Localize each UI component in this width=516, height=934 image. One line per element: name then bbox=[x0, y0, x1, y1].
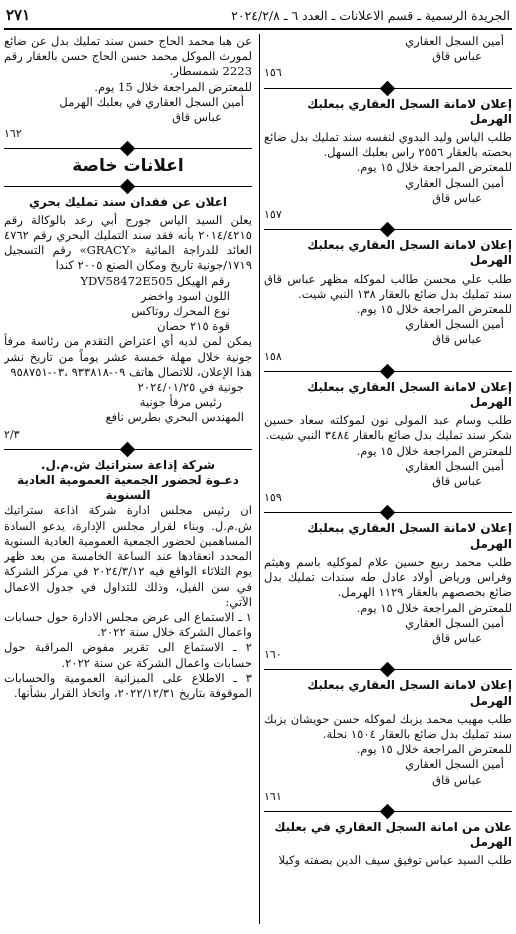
date-line: جونية في ٢٠٢٤/٠١/٢٥ bbox=[137, 380, 244, 395]
section-title: اعلانات خاصة bbox=[72, 156, 184, 177]
left-column bbox=[4, 34, 252, 934]
separator bbox=[264, 507, 512, 517]
company-name: شركة إذاعة ستراتيك ش.م.ل. bbox=[40, 457, 216, 472]
signature-name: المهندس البحري بطرس نافع bbox=[105, 410, 244, 425]
signature-name: عباس قاق bbox=[432, 332, 482, 347]
company-notice bbox=[4, 458, 252, 701]
separator bbox=[264, 366, 512, 376]
notice-number: ١٦٢ bbox=[4, 127, 22, 141]
right-column bbox=[264, 34, 512, 934]
separator bbox=[264, 83, 512, 93]
notice-title: إعلان لامانة السجل العقاري ببعلبك الهرمل bbox=[307, 678, 512, 708]
notice-title: إعلان لامانة السجل العقاري ببعلبك الهرمل bbox=[307, 238, 512, 268]
boat-color: اللون اسود واخضر bbox=[141, 288, 230, 303]
signature-title: أمين السجل العقاري bbox=[405, 757, 504, 772]
signature-title: أمين السجل العقاري bbox=[405, 458, 504, 473]
signature-title: أمين السجل العقاري bbox=[405, 615, 504, 630]
notice-number: ١٥٨ bbox=[264, 349, 282, 363]
signature-name: عباس قاق bbox=[432, 190, 482, 205]
separator bbox=[264, 224, 512, 234]
objection-notice: يمكن لمن لديه أي اعتراض التقدم من رئاسة مرفأ جونية خلال مهلة خمسة عشر يوماً من تاريخ نشر هذا الإعلان، للاتصال هاتف ٠٩-٩٣٣٨١٨ ،٠٣-٩٥٨٧٥١ bbox=[4, 334, 252, 379]
engine-power: قوة ٢١٥ حصان bbox=[157, 319, 230, 334]
notice-body: طلب الياس وليد البدوي لنفسه سند تمليك بدل ضائع بحصته بالعقار ٢٥٥٦ راس بعلبك السهل. bbox=[264, 130, 512, 160]
separator bbox=[264, 806, 512, 816]
signature-name: عباس قاق bbox=[432, 772, 482, 787]
notice-title: إعلان لامانة السجل العقاري ببعلبك الهرمل bbox=[307, 96, 512, 126]
notice bbox=[264, 521, 512, 662]
notice-title: اعلان عن فقدان سند تمليك بحري bbox=[28, 194, 228, 209]
signature-title: أمين السجل العقاري bbox=[405, 317, 504, 332]
notice bbox=[264, 820, 512, 869]
signature-title: أمين السجل العقاري bbox=[405, 34, 504, 48]
page-header bbox=[4, 6, 512, 30]
notice-body: يعلن السيد الياس جورج أبي رعد بالوكالة رقم ٢٠١٤/٤٢١٥ بأنه فقد سند التمليك البحري رقم ٤٧٦٢ العائد للدراجة المائية «GRACY» رقم التسجيل ١٧١٩/جونية تاريخ ومكان الصنع ٢٠٠٥ كندا bbox=[4, 212, 252, 273]
notice-number: ١٥٦ bbox=[264, 66, 282, 80]
notice bbox=[264, 380, 512, 506]
notice-number: ٢/٣ bbox=[4, 427, 20, 441]
signature-title: رئيس مرفأ جونية bbox=[139, 395, 222, 410]
signature-name: عباس قاق bbox=[432, 474, 482, 489]
signature-name: عباس قاق bbox=[432, 49, 482, 64]
separator bbox=[4, 143, 252, 153]
notice-number: ١٦١ bbox=[264, 789, 282, 803]
notice-body: طلب محمد ربيع حسين علام لموكليه باسم وهيثم وفراس ورياض أولاد عادل طه سندات تمليك بدل ضائع بحصصهم بالعقار ١١٢٩ الهرمل. bbox=[264, 554, 512, 600]
separator bbox=[264, 664, 512, 674]
notice bbox=[264, 238, 512, 364]
notice-deadline: للمعترض المراجعة خلال ١٥ يوم. bbox=[356, 600, 512, 615]
notice-body: طلب علي محسن طالب لموكله مظهر عباس قاق سند تمليك بدل ضائع بالعقار ١٣٨ النبي شيت. bbox=[264, 271, 512, 301]
page-number: ٢٧١ bbox=[6, 6, 31, 24]
engine-type: نوع المحرك روتاكس bbox=[131, 304, 230, 319]
signature-title: أمين السجل العقاري في بعلبك الهرمل bbox=[59, 94, 244, 109]
notice-deadline: للمعترض المراجعة خلال 15 يوم. bbox=[94, 79, 252, 94]
notice-body: طلب وسام عبد المولى نون لموكلته سعاد حسين شكر سند تمليك بدل ضائع بالعقار ٣٤٨٤ النبي شيت. bbox=[264, 413, 512, 443]
column-divider bbox=[259, 34, 260, 924]
notice-deadline: للمعترض المراجعة خلال ١٥ يوم. bbox=[356, 302, 512, 317]
notice-title: إعلان لامانة السجل العقاري ببعلبك الهرمل bbox=[307, 521, 512, 551]
meeting-intro: ان رئيس مجلس ادارة شركة اذاعة ستراتيك ش.م.ل. وبناء لقرار مجلس الإدارة، يدعو السادة المساهمين لحضور الجمعية العمومية العادية السنوية المحدد انعقادها عند الساعة الخامسة من بعد ظهر يوم الثلاثاء الواقع فيه ٢٠٢٤/٣/١٢ في مركز الشركة في سن الفيل، وذلك للتداول في جدول الاعمال الآتي: bbox=[4, 503, 252, 609]
notice-number: ١٥٩ bbox=[264, 491, 282, 505]
gazette-title: الجريدة الرسمية ـ قسم الاعلانات ـ العدد ٦ ـ ٢٠٢٤/٢/٨ bbox=[231, 8, 510, 23]
notice-deadline: للمعترض المراجعة خلال ١٥ يوم. bbox=[356, 160, 512, 175]
notice bbox=[264, 97, 512, 223]
agenda-item: ٣ ـ الاطلاع على الميزانية العمومية والحسابات الموقوفة بتاريخ ٢٠٢٢/١٢/٣١، واتخاذ القرار بشأنها. bbox=[4, 670, 252, 700]
notice-body: طلب السيد عباس توفيق سيف الدين بصفته وكيلا bbox=[278, 853, 512, 868]
separator bbox=[4, 181, 252, 191]
meeting-title: دعـوة لحضور الجمعية العمومية العادية السنوية bbox=[17, 473, 239, 503]
notice bbox=[264, 678, 512, 804]
signature-name: عباس قاق bbox=[172, 110, 222, 125]
notice-deadline: للمعترض المراجعة خلال ١٥ يوم. bbox=[356, 742, 512, 757]
notice-title: علان من امانة السجل العقاري في بعلبك الهرمل bbox=[274, 819, 512, 850]
signature-title: أمين السجل العقاري bbox=[405, 175, 504, 190]
notice-title: إعلان لامانة السجل العقاري ببعلبك الهرمل bbox=[307, 379, 512, 410]
agenda-item: ١ ـ الاستماع الى عرض مجلس الادارة حول حسابات واعمال الشركة خلال سنة ٢٠٢٢. bbox=[4, 609, 252, 640]
notice-deadline: للمعترض المراجعة خلال ١٥ يوم. bbox=[356, 443, 512, 458]
signature-name: عباس قاق bbox=[432, 630, 482, 645]
notice-continued bbox=[4, 34, 252, 141]
separator bbox=[4, 444, 252, 454]
notice-body: عن هبا محمد الحاج حسن سند تمليك بدل عن ضائع لمورث الموكل محمد حسن الحاج حسن بالعقار رقم 2223 شمسطار. bbox=[4, 34, 252, 79]
agenda-item: ٢ ـ الاستماع الى تقرير مفوض المراقبة حول حسابات واعمال الشركة عن سنة ٢٠٢٢. bbox=[4, 640, 252, 670]
notice-number: ١٥٧ bbox=[264, 208, 282, 222]
notice-number: ١٦٠ bbox=[264, 648, 282, 662]
hull-number: رقم الهيكل YDV58472E505 bbox=[80, 273, 230, 288]
notice-body: طلب مهيب محمد يزبك لموكله حسن حويشان يزبك سند تمليك بدل ضائع بالعقار ١٥٠٤ نحلة. bbox=[264, 711, 512, 741]
boat-notice bbox=[4, 195, 252, 442]
